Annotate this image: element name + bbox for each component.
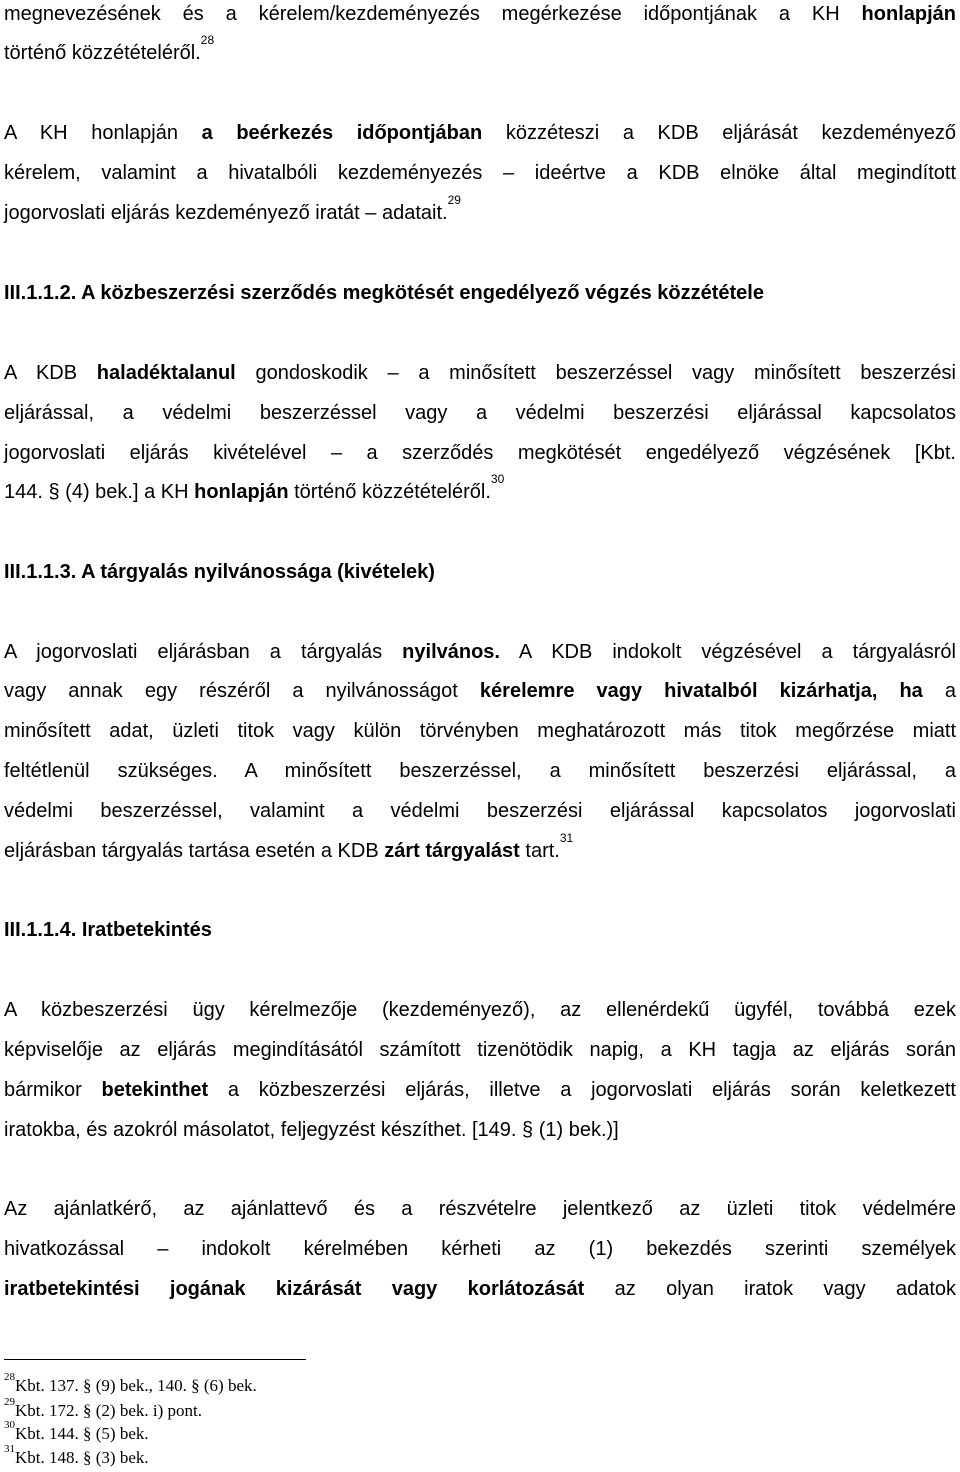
paragraph-line: eljárással, a védelmi beszerzéssel vagy a védelmi beszerzési eljárással kapcsolatos [4, 402, 956, 424]
paragraph-line: megnevezésének és a kérelem/kezdeményezés megérkezése időpontjának a KH honlapján [4, 3, 956, 25]
footnote: $^{31}$Kbt. 148. § (3) bek. [4, 1443, 149, 1467]
section-heading: III.1.1.3. A tárgyalás nyilvánossága (kivételek) [4, 561, 435, 583]
footnote: $^{28}$Kbt. 137. § (9) bek., 140. § (6) bek. [4, 1371, 257, 1395]
footnote-number: 31 [4, 1443, 15, 1455]
paragraph-line: feltétlenül szükséges. A minősített beszerzéssel, a minősített beszerzési eljárással, a [4, 760, 956, 782]
footnote-number: 29 [4, 1396, 15, 1408]
paragraph-line: vagy annak egy részéről a nyilvánosságot kérelemre vagy hivatalból kizárhatja, ha a [4, 680, 956, 702]
footnote-ref: 28 [200, 33, 215, 47]
paragraph-line: A KH honlapján a beérkezés időpontjában közzéteszi a KDB eljárását kezdeményező [4, 122, 957, 144]
section-heading: III.1.1.2. A közbeszerzési szerződés megkötését engedélyező végzés közzététele [4, 282, 764, 304]
footnote-ref: 31 [559, 831, 574, 845]
paragraph-line: bármikor betekinthet a közbeszerzési eljárás, illetve a jogorvoslati eljárás során keletkezett [4, 1079, 956, 1101]
footnote-number: 30 [4, 1419, 15, 1431]
paragraph-line: képviselője az eljárás megindításától számított tizenötödik napig, a KH tagja az eljárás során [4, 1039, 956, 1061]
paragraph-line: A jogorvoslati eljárásban a tárgyalás nyilvános. A KDB indokolt végzésével a tárgyalásról [4, 641, 956, 663]
paragraph-line: iratbetekintési jogának kizárását vagy korlátozását az olyan iratok vagy adatok [4, 1278, 956, 1300]
paragraph-line: A közbeszerzési ügy kérelmezője (kezdeményező), az ellenérdekű ügyfél, továbbá ezek [4, 999, 956, 1021]
paragraph-line: jogorvoslati eljárás kezdeményező iratát – adatait.$^{29}$ [4, 193, 461, 224]
paragraph-line: kérelem, valamint a hivatalbóli kezdeményezés – ideértve a KDB elnöke által megindított [4, 162, 956, 184]
footnote: $^{29}$Kbt. 172. § (2) bek. i) pont. [4, 1396, 202, 1420]
paragraph-line: 144. § (4) bek.] a KH honlapján történő közzétételéről.$^{30}$ [4, 472, 505, 503]
paragraph-line: A KDB haladéktalanul gondoskodik – a minősített beszerzéssel vagy minősített beszerzési [4, 362, 956, 384]
footnote-ref: 30 [490, 472, 505, 486]
section-heading: III.1.1.4. Iratbetekintés [4, 919, 212, 941]
paragraph-line: hivatkozással – indokolt kérelmében kérheti az (1) bekezdés szerinti személyek [4, 1238, 956, 1260]
paragraph-line: minősített adat, üzleti titok vagy külön törvényben meghatározott más titok megőrzése miatt [4, 720, 956, 742]
paragraph-line: történő közzétételéről.$^{28}$ [4, 33, 215, 64]
paragraph-line: Az ajánlatkérő, az ajánlattevő és a részvételre jelentkező az üzleti titok védelmére [4, 1198, 956, 1220]
paragraph-line: iratokba, és azokról másolatot, feljegyzést készíthet. [149. § (1) bek.)] [4, 1119, 619, 1141]
footnote-separator [4, 1359, 306, 1360]
footnote-ref: 29 [447, 193, 461, 207]
footnote-number: 28 [4, 1371, 15, 1383]
paragraph-line: jogorvoslati eljárás kivételével – a szerződés megkötését engedélyező végzésének [Kbt. [4, 442, 956, 464]
paragraph-line: védelmi beszerzéssel, valamint a védelmi beszerzési eljárással kapcsolatos jogorvoslati [4, 800, 956, 822]
paragraph-line: eljárásban tárgyalás tartása esetén a KDB zárt tárgyalást tart.$^{31}$ [4, 831, 574, 862]
footnote: $^{30}$Kbt. 144. § (5) bek. [4, 1419, 149, 1443]
